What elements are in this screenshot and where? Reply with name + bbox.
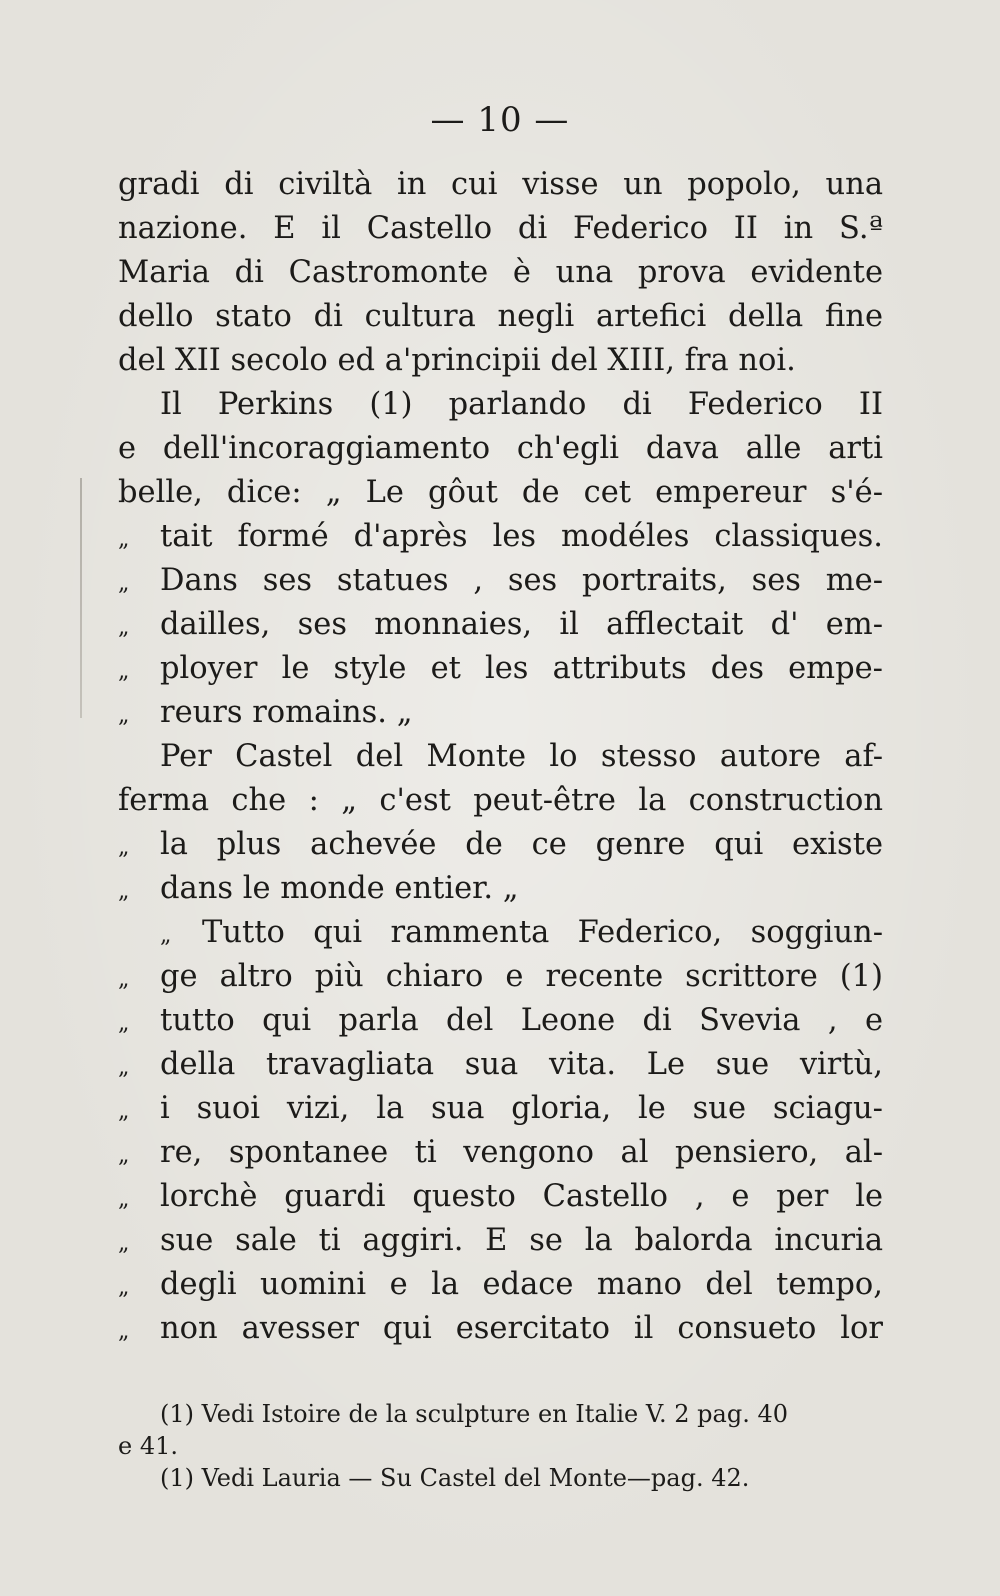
quote-mark: „ bbox=[118, 1055, 130, 1080]
text-line bbox=[118, 823, 883, 867]
quote-mark: „ bbox=[118, 571, 130, 596]
footnotes bbox=[118, 1398, 883, 1494]
text-line bbox=[118, 383, 883, 427]
quote-mark: „ bbox=[118, 1099, 130, 1124]
body-text bbox=[118, 163, 883, 1351]
line-text: nazione. E il Castello di Federico II in S.ª bbox=[118, 211, 883, 246]
text-line bbox=[118, 1307, 883, 1351]
text-line bbox=[118, 1219, 883, 1263]
quote-mark: „ bbox=[118, 659, 130, 684]
text-line bbox=[118, 1263, 883, 1307]
text-line bbox=[118, 603, 883, 647]
line-text: re, spontanee ti vengono al pensiero, al- bbox=[160, 1135, 883, 1170]
text-line bbox=[118, 163, 883, 207]
line-text: della travagliata sua vita. Le sue virtù, bbox=[160, 1047, 883, 1082]
line-text: ge altro più chiaro e recente scrittore (1) bbox=[160, 959, 883, 994]
line-text: ferma che : „ c'est peut-être la construction bbox=[118, 783, 883, 818]
line-text: ployer le style et les attributs des empe- bbox=[160, 651, 883, 686]
footnote-line: (1) Vedi Istoire de la sculpture en Italie V. 2 pag. 40 bbox=[160, 1400, 788, 1428]
footnote-line: (1) Vedi Lauria — Su Castel del Monte—pag. 42. bbox=[160, 1464, 750, 1492]
line-text: tait formé d'après les modéles classiques. bbox=[160, 519, 883, 554]
text-line bbox=[118, 471, 883, 515]
text-line bbox=[118, 647, 883, 691]
quote-mark: „ bbox=[118, 1231, 130, 1256]
quote-mark: „ bbox=[160, 923, 172, 948]
text-line bbox=[118, 339, 883, 383]
text-line bbox=[118, 251, 883, 295]
text-line bbox=[118, 427, 883, 471]
line-text: tutto qui parla del Leone di Svevia , e bbox=[160, 1003, 883, 1038]
text-line bbox=[118, 1043, 883, 1087]
quote-mark: „ bbox=[118, 1319, 130, 1344]
text-line bbox=[118, 955, 883, 999]
text-line bbox=[118, 779, 883, 823]
quote-mark: „ bbox=[118, 1275, 130, 1300]
line-text: sue sale ti aggiri. E se la balorda incuria bbox=[160, 1223, 883, 1258]
text-line bbox=[118, 1131, 883, 1175]
line-text: Dans ses statues , ses portraits, ses me- bbox=[160, 563, 883, 598]
quote-mark: „ bbox=[118, 527, 130, 552]
quote-mark: „ bbox=[118, 1011, 130, 1036]
line-text: degli uomini e la edace mano del tempo, bbox=[160, 1267, 883, 1302]
page-number: — 10 — bbox=[430, 100, 570, 140]
text-line bbox=[118, 867, 883, 911]
line-text: Il Perkins (1) parlando di Federico II bbox=[160, 387, 883, 422]
quote-mark: „ bbox=[118, 615, 130, 640]
line-text: e dell'incoraggiamento ch'egli dava alle arti bbox=[118, 431, 883, 466]
line-text: belle, dice: „ Le gôut de cet empereur s'é- bbox=[118, 475, 883, 510]
line-text: dans le monde entier. „ bbox=[160, 871, 519, 906]
quote-mark: „ bbox=[118, 967, 130, 992]
text-line bbox=[118, 735, 883, 779]
quote-mark: „ bbox=[118, 1187, 130, 1212]
line-text: Tutto qui rammenta Federico, soggiun- bbox=[202, 915, 883, 950]
text-line bbox=[118, 691, 883, 735]
line-text: lorchè guardi questo Castello , e per le bbox=[160, 1179, 883, 1214]
text-line bbox=[118, 207, 883, 251]
footnote-line: e 41. bbox=[118, 1432, 178, 1460]
line-text: la plus achevée de ce genre qui existe bbox=[160, 827, 883, 862]
text-line bbox=[118, 295, 883, 339]
line-text: reurs romains. „ bbox=[160, 695, 413, 730]
quote-mark: „ bbox=[118, 1143, 130, 1168]
text-line bbox=[118, 1087, 883, 1131]
line-text: Maria di Castromonte è una prova evidente bbox=[118, 255, 883, 290]
margin-mark bbox=[80, 478, 82, 718]
text-line bbox=[118, 559, 883, 603]
quote-mark: „ bbox=[118, 703, 130, 728]
text-line bbox=[118, 911, 883, 955]
line-text: dailles, ses monnaies, il afflectait d' em- bbox=[160, 607, 883, 642]
line-text: i suoi vizi, la sua gloria, le sue sciagu- bbox=[160, 1091, 883, 1126]
line-text: Per Castel del Monte lo stesso autore af- bbox=[160, 739, 883, 774]
text-line bbox=[118, 999, 883, 1043]
text-line bbox=[118, 515, 883, 559]
quote-mark: „ bbox=[118, 879, 130, 904]
line-text: gradi di civiltà in cui visse un popolo, una bbox=[118, 167, 883, 202]
line-text: non avesser qui esercitato il consueto lor bbox=[160, 1311, 883, 1346]
line-text: dello stato di cultura negli artefici della fine bbox=[118, 299, 883, 334]
quote-mark: „ bbox=[118, 835, 130, 860]
line-text: del XII secolo ed a'principii del XIII, fra noi. bbox=[118, 343, 796, 378]
text-line bbox=[118, 1175, 883, 1219]
